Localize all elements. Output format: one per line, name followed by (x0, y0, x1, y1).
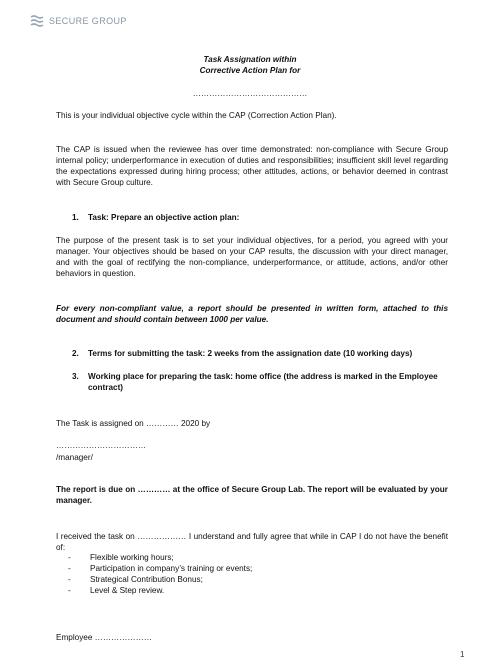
task-2-text: Terms for submitting the task: 2 weeks from the assignation date (10 working days) (88, 349, 413, 358)
report-due-paragraph: The report is due on ………… at the office of Secure Group Lab. The report will be evaluated by your manager. (56, 485, 448, 506)
document-title (0, 54, 500, 76)
task-2-number: 2. (72, 349, 79, 358)
task-1-number: 1. (72, 213, 79, 222)
task-3-number: 3. (72, 372, 79, 381)
title-blank-line: …………………………………… (192, 89, 308, 98)
list-item: - Strategical Contribution Bonus; (68, 575, 203, 585)
title-line-1: Task Assignation within (203, 55, 297, 64)
assigned-line: The Task is assigned on ………… 2020 by (56, 419, 211, 428)
task-1 (72, 212, 448, 223)
task-2 (72, 348, 448, 359)
list-item: - Level & Step review. (68, 586, 165, 596)
company-logo (30, 14, 127, 28)
manager-label: /manager/ (56, 453, 93, 462)
task-3 (72, 371, 448, 393)
intro-paragraph: This is your individual objective cycle within the CAP (Correction Action Plan). (56, 111, 337, 120)
signature-line: …………………………… (56, 441, 147, 450)
logo-text: SECURE GROUP (49, 15, 127, 26)
page-number: 1 (460, 650, 465, 659)
purpose-paragraph: The purpose of the present task is to set your individual objectives, for a period, you agreed with your manager. Your objectives should be based on your CAP results, the discussion with your direct manager, and with the goal of rectifying the non-compliance, underperformance, or attitude, actions, and/or other behaviors in question. (56, 236, 448, 279)
cap-issued-paragraph: The CAP is issued when the reviewee has over time demonstrated: non-compliance with Secure Group internal policy; underperformance in execution of duties and responsibilities; insufficient skill level regarding the expectations expressed during hiring process; other attitudes, actions, or behavior deemed in contrast with Secure Group culture. (56, 145, 448, 188)
task-3-text: Working place for preparing the task: home office (the address is marked in the Employee contract) (88, 372, 438, 393)
task-1-text: Task: Prepare an objective action plan: (88, 213, 240, 222)
non-compliant-note: For every non-compliant value, a report should be presented in written form, attached to this document and should contain between 1000 per value. (56, 304, 448, 325)
received-paragraph: I received the task on ……………… I understand and fully agree that while in CAP I do not have the benefit of: (56, 532, 448, 553)
list-item: - Participation in company’s training or events; (68, 564, 253, 574)
employee-signature-line: Employee ………………… (56, 633, 152, 642)
list-item: - Flexible working hours; (68, 553, 174, 562)
wave-stripes-icon (30, 14, 44, 28)
title-line-2: Corrective Action Plan for (199, 66, 301, 76)
benefits-list (68, 552, 448, 596)
